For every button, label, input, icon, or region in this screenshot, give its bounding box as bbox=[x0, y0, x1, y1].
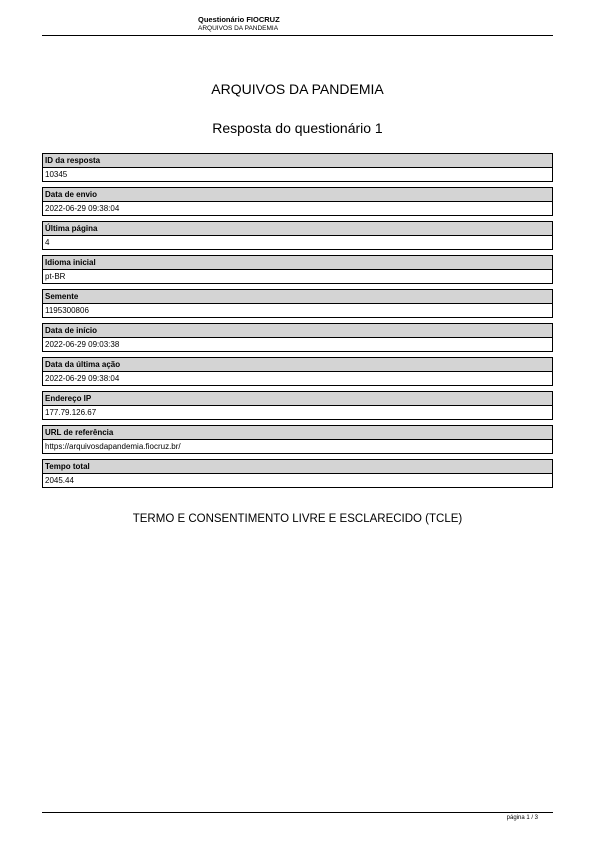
field-label: Semente bbox=[42, 289, 553, 304]
field-last-action-date bbox=[42, 357, 553, 386]
header-subtitle: ARQUIVOS DA PANDEMIA bbox=[198, 25, 279, 32]
field-value: 177.79.126.67 bbox=[42, 406, 553, 420]
page-number: página 1 / 3 bbox=[506, 815, 538, 821]
field-value: 2022-06-29 09:03:38 bbox=[42, 338, 553, 352]
field-value: pt-BR bbox=[42, 270, 553, 284]
field-value: https://arquivosdapandemia.fiocruz.br/ bbox=[42, 440, 553, 454]
document-title: ARQUIVOS DA PANDEMIA bbox=[211, 81, 384, 97]
field-referrer-url bbox=[42, 425, 553, 454]
field-value: 2022-06-29 09:38:04 bbox=[42, 372, 553, 386]
header-title: Questionário FIOCRUZ bbox=[198, 15, 280, 24]
header-divider bbox=[42, 35, 553, 36]
field-label: Última página bbox=[42, 221, 553, 236]
field-value: 1195300806 bbox=[42, 304, 553, 318]
field-last-page bbox=[42, 221, 553, 250]
field-label: Endereço IP bbox=[42, 391, 553, 406]
field-label: ID da resposta bbox=[42, 153, 553, 168]
field-start-language bbox=[42, 255, 553, 284]
section-heading: TERMO E CONSENTIMENTO LIVRE E ESCLARECIDO (TCLE) bbox=[132, 513, 463, 525]
field-label: URL de referência bbox=[42, 425, 553, 440]
document-subtitle: Resposta do questionário 1 bbox=[212, 120, 383, 136]
response-fields bbox=[42, 153, 553, 493]
field-label: Data de início bbox=[42, 323, 553, 338]
field-total-time bbox=[42, 459, 553, 488]
field-value: 2045.44 bbox=[42, 474, 553, 488]
field-value: 4 bbox=[42, 236, 553, 250]
field-value: 2022-06-29 09:38:04 bbox=[42, 202, 553, 216]
field-label: Idioma inicial bbox=[42, 255, 553, 270]
field-value: 10345 bbox=[42, 168, 553, 182]
page-header bbox=[198, 15, 280, 33]
field-submit-date bbox=[42, 187, 553, 216]
field-label: Tempo total bbox=[42, 459, 553, 474]
field-start-date bbox=[42, 323, 553, 352]
field-seed bbox=[42, 289, 553, 318]
field-label: Data da última ação bbox=[42, 357, 553, 372]
field-label: Data de envio bbox=[42, 187, 553, 202]
footer-divider bbox=[42, 812, 553, 813]
field-response-id bbox=[42, 153, 553, 182]
field-ip-address bbox=[42, 391, 553, 420]
